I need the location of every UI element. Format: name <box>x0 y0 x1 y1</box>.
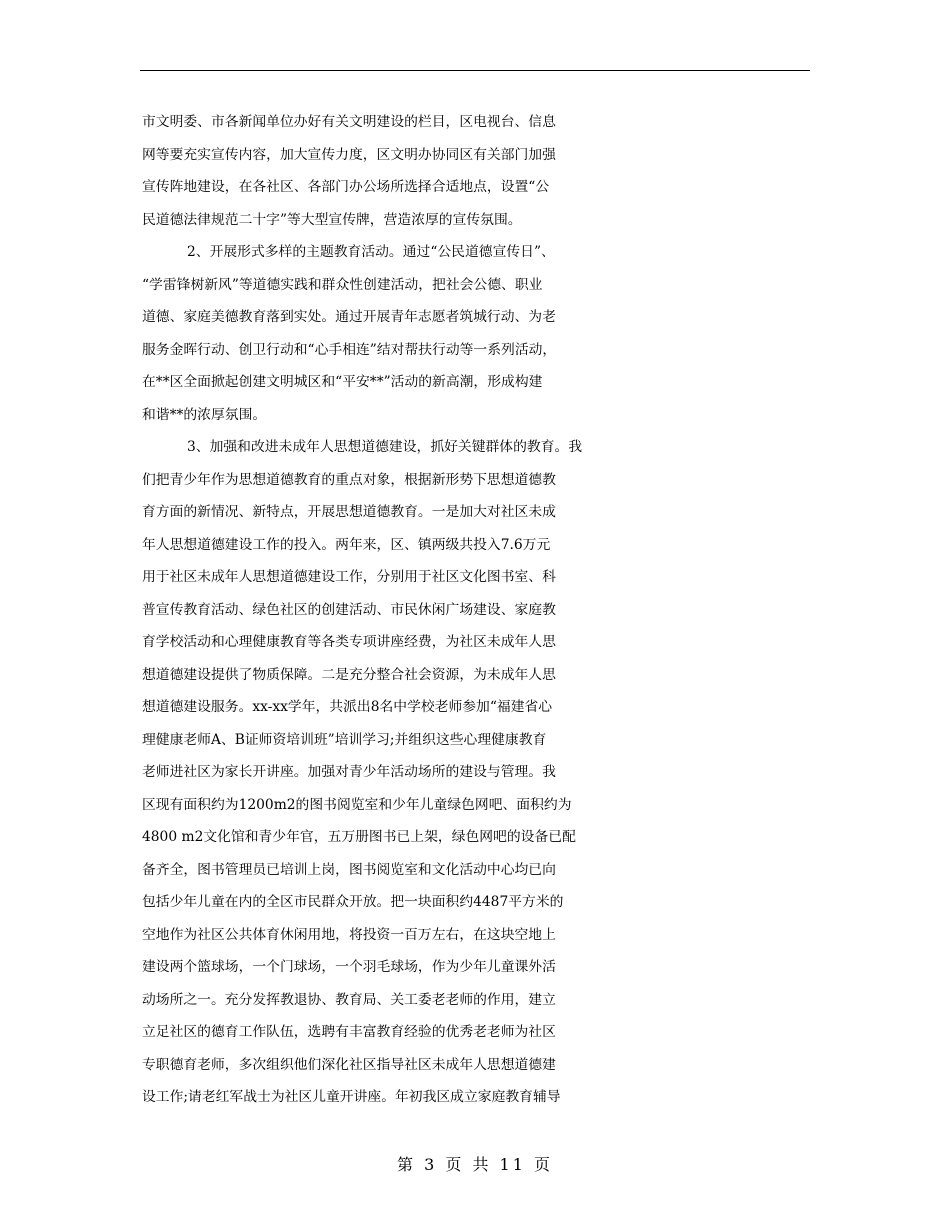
text-line: 道德、家庭美德教育落到实处。通过开展青年志愿者筑城行动、为老 <box>142 309 556 325</box>
text-line: 网等要充实宣传内容，加大宣传力度，区文明办协同区有关部门加强 <box>142 146 556 163</box>
text-line: 想道德建设服务。xx-xx学年，共派出8名中学校老师参加“福建省心 <box>142 699 553 715</box>
text-line: 年人思想道德建设工作的投入。两年来，区、镇两级共投入7.6万元 <box>142 536 551 553</box>
text-line: 动场所之一。充分发挥教退协、教育局、关工委老老师的作用，建立 <box>142 991 556 1008</box>
text-line: 想道德建设提供了物质保障。二是充分整合社会资源，为未成年人思 <box>142 666 556 683</box>
text-line: 备齐全，图书管理员已培训上岗，图书阅览室和文化活动中心均已向 <box>142 861 556 878</box>
header-rule <box>140 70 810 71</box>
text-line: 3、加强和改进未成年人思想道德建设，抓好关键群体的教育。我 <box>187 439 583 455</box>
text-line: “学雷锋树新风”等道德实践和群众性创建活动，把社会公德、职业 <box>142 276 543 293</box>
text-line: 2、开展形式多样的主题教育活动。通过“公民道德宣传日”、 <box>187 244 555 260</box>
text-line: 宣传阵地建设，在各社区、各部门办公场所选择合适地点，设置“公 <box>142 179 550 195</box>
text-line: 们把青少年作为思想道德教育的重点对象，根据新形势下思想道德教 <box>142 471 556 488</box>
text-line: 服务金晖行动、创卫行动和“心手相连”结对帮扶行动等一系列活动， <box>142 341 557 358</box>
text-line: 设工作;请老红军战士为社区儿童开讲座。年初我区成立家庭教育辅导 <box>142 1089 561 1105</box>
text-line: 在**区全面掀起创建文明城区和“平安**”活动的新高潮，形成构建 <box>142 374 543 390</box>
text-line: 民道德法律规范二十字”等大型宣传牌，营造浓厚的宣传氛围。 <box>142 211 522 228</box>
document-body <box>142 106 812 1114</box>
text-line: 育学校活动和心理健康教育等各类专项讲座经费，为社区未成年人思 <box>142 634 556 650</box>
text-line: 建设两个篮球场，一个门球场，一个羽毛球场，作为少年儿童课外活 <box>142 959 556 975</box>
page-footer: 第 3 页 共 11 页 <box>397 1155 553 1174</box>
text-line: 理健康老师A、B证师资培训班”培训学习;并组织这些心理健康教育 <box>142 731 547 748</box>
text-line: 普宣传教育活动、绿色社区的创建活动、市民休闲广场建设、家庭教 <box>142 601 556 618</box>
text-line: 市文明委、市各新闻单位办好有关文明建设的栏目，区电视台、信息 <box>142 114 556 130</box>
text-line: 专职德育老师，多次组织他们深化社区指导社区未成年人思想道德建 <box>142 1056 556 1073</box>
text-line: 4800 m2文化馆和青少年官，五万册图书已上架，绿色网吧的设备已配 <box>142 829 576 845</box>
text-line: 包括少年儿童在内的全区市民群众开放。把一块面积约4487平方米的 <box>142 894 564 910</box>
text-line: 立足社区的德育工作队伍，选聘有丰富教育经验的优秀老老师为社区 <box>142 1024 556 1040</box>
text-line: 育方面的新情况、新特点，开展思想道德教育。一是加大对社区未成 <box>142 504 556 520</box>
text-line: 用于社区未成年人思想道德建设工作，分别用于社区文化图书室、科 <box>142 569 556 585</box>
text-line: 和谐**的浓厚氛围。 <box>142 406 267 423</box>
text-line: 老师进社区为家长开讲座。加强对青少年活动场所的建设与管理。我 <box>142 764 556 780</box>
text-line: 区现有面积约为1200m2的图书阅览室和少年儿童绿色网吧、面积约为 <box>142 796 572 813</box>
text-line: 空地作为社区公共体育休闲用地，将投资一百万左右，在这块空地上 <box>142 926 556 943</box>
